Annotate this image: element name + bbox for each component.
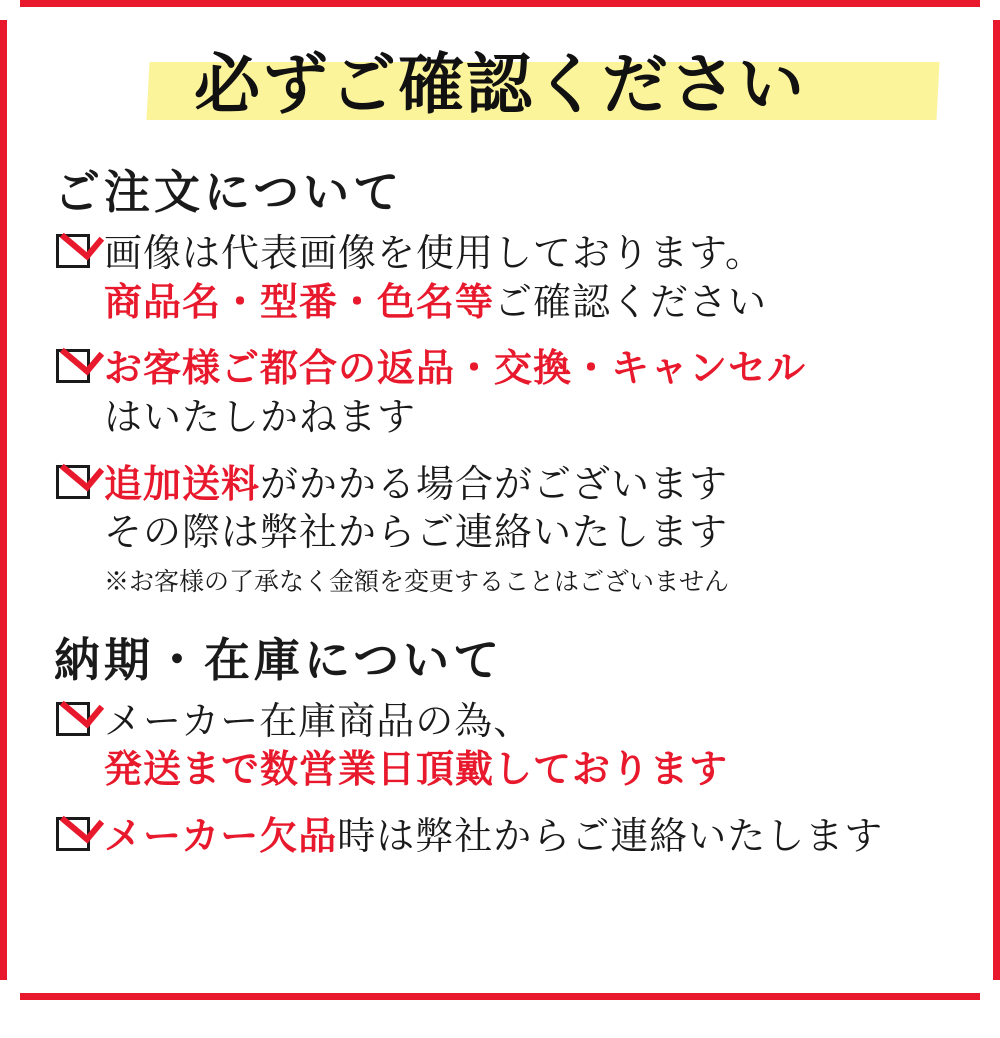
item-line-emphasis: 追加送料	[104, 464, 260, 506]
section-heading-orders: ご注文について	[54, 156, 956, 222]
list-item	[44, 345, 956, 442]
list-item	[44, 698, 956, 795]
list-item	[44, 461, 956, 598]
item-line-emphasis: 商品名・型番・色名等	[104, 282, 494, 324]
item-line-rest: 時は弊社からご連絡いたします	[337, 816, 883, 858]
item-line-rest: がかかる場合がございます	[260, 464, 728, 506]
list-item	[44, 230, 956, 327]
list-item	[44, 813, 956, 862]
item-line: その際は弊社からご連絡いたします	[104, 509, 956, 558]
title-text: 必ずご確認ください	[44, 38, 956, 134]
corner-notch	[980, 0, 1000, 20]
section-heading-delivery: 納期・在庫について	[54, 624, 956, 690]
notice-page	[0, 38, 1000, 1038]
item-line: 画像は代表画像を使用しております。	[104, 230, 956, 279]
item-line	[104, 813, 956, 862]
item-line-rest: ご確認ください	[494, 282, 767, 324]
corner-notch	[980, 980, 1000, 1000]
item-line: 発送まで数営業日頂戴しております	[104, 746, 956, 795]
item-line-emphasis: メーカー欠品	[104, 816, 337, 858]
checkbox-checked-icon	[56, 817, 90, 851]
item-line	[104, 279, 956, 328]
checkbox-checked-icon	[56, 702, 90, 736]
checkbox-checked-icon	[56, 465, 90, 499]
checkbox-checked-icon	[56, 349, 90, 383]
corner-notch	[0, 980, 20, 1000]
item-line	[104, 461, 956, 510]
item-line: お客様ご都合の返品・交換・キャンセル	[104, 345, 956, 394]
checkbox-checked-icon	[56, 234, 90, 268]
item-line: メーカー在庫商品の為、	[104, 698, 956, 747]
page-title	[44, 38, 956, 134]
corner-notch	[0, 0, 20, 20]
item-note: ※お客様の了承なく金額を変更することはございません	[104, 562, 956, 598]
item-line: はいたしかねます	[104, 394, 956, 443]
